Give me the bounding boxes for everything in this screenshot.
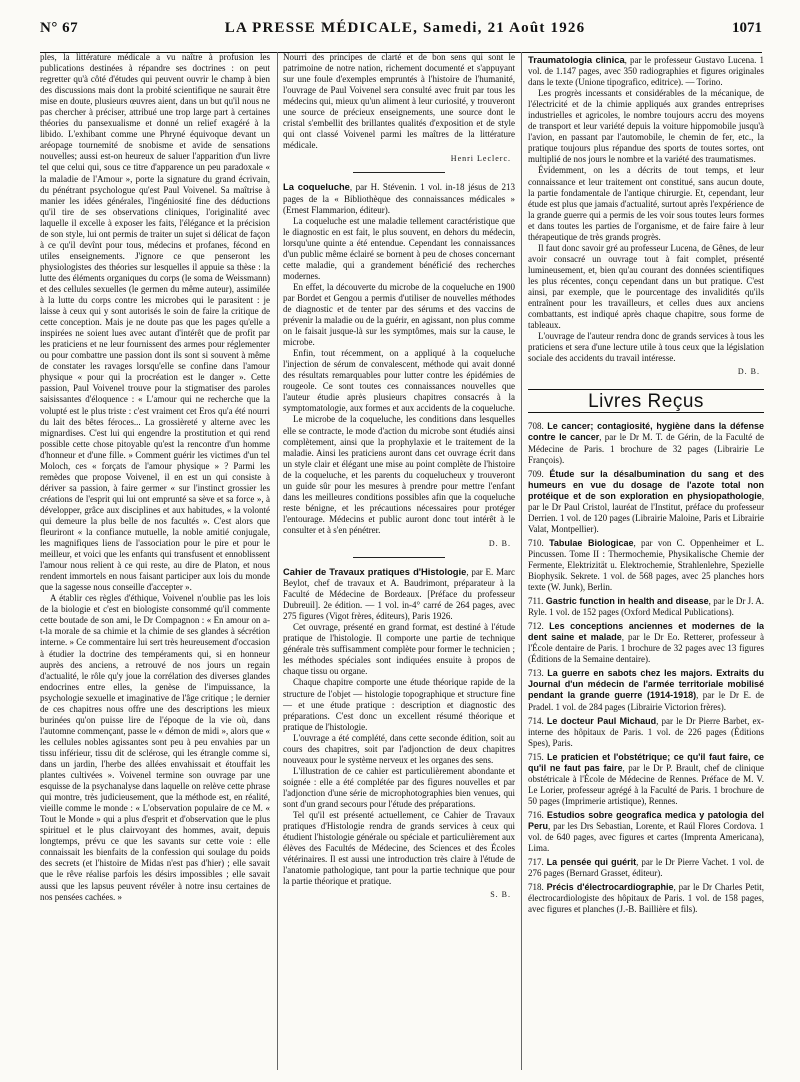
book-entry bbox=[528, 716, 764, 749]
article-paragraph: A établir ces règles d'éthique, Voivenel n'oublie pas les lois de la biologie et c'est en biologiste consommé qu'il commente cette boutade de son ami, le Dr Compagnon : « En amour on a-t-la morale de sa chimie et la chimie de ses glandes à sécrétion interne. » Ce commentaire lui sert très heureusement d'occasion à étudier la doctrine des tempéraments qui, si en honneur auprès des anciens, a retrouvé de nos jours un regain d'actualité, le rôle qu'y joue la corrélation des diverses glandes endocrines entre elles, la genèse de l'impuissance, la psychologie sexuelle et imaginative de l'âge critique ; le dernier de ces chapitres nous offre une des descriptions les mieux burinées qu'on puisse lire de l'époque de la vie où, dans l'automne commençant, passe le « démon de midi », alors que « les cellules nobles agissantes sont peu à peu envahies par un tissu inférieur, tissu dit de sclérose, qui les étrangle comme si, dans un jardin, l'herbe des allées envahissait et étouffait les plantes cultivées ». Voivenel termine son ouvrage par une esquisse de la psychanalyse dans laquelle on relève cette phrase qui montre, très judicieusement, que la méthode est, en réalité, vieille comme le monde : « L'observation populaire de ce M. « Tout le Monde » qui a plus d'esprit et d'observation que le plus spirituel et le plus clairvoyant des hommes, avait, depuis longtemps, prévu ce que les savants sur cette voie : elle connaissait les bienfaits de la confession qui soulage du poids des secrets (et l'histoire de Midas n'est pas d'hier) ; elle savait que le rêve réalise parfois les désirs impossibles ; elle savait aussi que les lapsus peuvent révéler à notre insu certaines de nos pensées cachées. » bbox=[40, 593, 270, 902]
book-number: 711. bbox=[528, 596, 544, 607]
book-details: , par le Dr Pierre Vachet. 1 vol. de 276 pages (Bernard Grasset, éditeur). bbox=[528, 857, 764, 879]
issue-number: N° 67 bbox=[40, 20, 79, 36]
review-paragraph: L'ouvrage de l'auteur rendra donc de grands services à tous les praticiens et sera d'une lecture utile à tous ceux que la législation sociale des accidents du travail intéresse. bbox=[528, 331, 764, 364]
divider bbox=[353, 557, 445, 558]
column-right bbox=[528, 52, 764, 1070]
review-byline: , par le professeur Gustavo Lucena. 1 vol. de 1.147 pages, avec 350 radiographies et figures originales dans le texte (Unione tipografico, editrice). — Torino. bbox=[528, 55, 764, 88]
book-entry bbox=[528, 621, 764, 665]
book-title: Le praticien et l'obstétrique; ce qu'il faut faire, ce qu'il ne faut pas faire bbox=[528, 751, 764, 773]
book-entry bbox=[528, 810, 764, 854]
section-title: Livres Reçus bbox=[528, 389, 764, 413]
review-paragraph: Enfin, tout récemment, on a appliqué à la coqueluche l'injection de sérum de convalescent, méthode qui avait donné des résultats remarquables pour lutter contre les épidémies de rougeole. Ce sont toutes ces connaissances nouvelles que l'auteur étudie après plusieurs chapitres consacrés à la symptomatologie, aux formes et aux accidents de la coqueluche. bbox=[283, 348, 515, 414]
review-heading bbox=[528, 54, 764, 88]
article-paragraph: ples, la littérature médicale a vu naître à profusion les publications destinées à répandre ses doctrines : on peut regretter qu'à côté d'études qui peuvent ouvrir le champ à bien des discussions mais dont la probité scientifique ne saurait être mise en doute, plusieurs œuvres aient, dans un but qu'il nous ne pas chercher à préciser, attribué une trop large part à certaines théories du pansexualisme et donné un relief exagéré à la libido. L'exhibant comme une Phryné équivoque devant un aréopage tournemité de snobisme et avide de sensations nouvelles; aussi est-on heureux de saluer l'apparition d'un livre tel que celui qui, sous ce titre d'apparence un peu paradoxale « la maladie de l'Amour », porte la signature du grand écrivain, du pénétrant psychologue qu'est Paul Voivenel. Sa maîtrise à manier les idées générales, l'ingéniosité fine des déductions qu'il tire de ses observations cliniques, l'originalité avec laquelle il excelle à exposer les faits, l'élégance et la précision de son style, lui ont permis de traiter un sujet si délicat de façon à ce qu'il devînt pour tous, médecins et profanes, fécond en utiles enseignements. J'ignore ce que penseront les physiologistes des théories sur lesquelles il appuie sa thèse : la lutte des éléments organiques du corps (le soma de Weissmann) et des cellules sexuelles (le germen du même auteur), assimilée à la lutte du corps contre les microbes qui le parasitent : je laisse à ceux qui y sont autorisés le soin de faire la critique de cette conception. Mais je ne doute pas que les pages qu'elle a inspirées ne soient lues avec autant d'intérêt que de profit par les praticiens et ne leur fournissent des armes pour réglementer ou pour combattre une passion dont ils sont si souvent à même de constater les ravages lorsqu'elle se confine dans l'amour physique « pour qui la procréation est le danger ». Cette passion, Paul Voivenel trouve pour la stigmatiser des paroles saisissantes d'éloquence : « L'amour qui ne recherche que la volupté est le plus triste : c'est vraiment cet Eros qu'a été nourri du lait des bêtes féroces... La grossièreté y alterne avec les mignardises. C'est lui qui engendre la prostitution et qui rend possible cette chose pitoyable qu'est la rencontre d'un homme d'honneur et d'une fille. » Comment guérir les victimes d'un tel Moloch, ces « forçats de l'amour physique » ? Parmi les remèdes que propose Voivenel, il en est un qui consiste à dériver sa passion, à faire germer « sur l'instinct grossier les créations de l'esprit qui lui ont emprunté sa sève et sa force », à développer, grâce aux disciplines et aux habitudes, « la volonté qui demeure la plus belle de nos facultés ». C'est alors que fleuriront « la confiance mutuelle, la noble amitié conjugale, les magnifiques liens de l'association pour le pire et pour le meilleur, et voici que les enfants qui transfusent et ennoblissent l'amour nous relient à ce qui reste, au dire de Platon, et nous rendent immortels en nous faisant participer aux lois du monde que la sagesse nous conseille d'accepter ». bbox=[40, 52, 270, 593]
book-number: 713. bbox=[528, 668, 544, 679]
book-entry bbox=[528, 469, 764, 535]
review-paragraph: L'illustration de ce cahier est particulièrement abondante et soignée : elle a été complétée par des figures nouvelles et par l'adjonction d'une série de microphotographies bien venues, qui sont d'un grand secours pour l'étude des préparations. bbox=[283, 765, 515, 809]
book-number: 712. bbox=[528, 621, 544, 632]
article-paragraph: Nourri des principes de clarté et de bon sens qui sont le patrimoine de notre nation, richement documenté et s'appuyant sur une foule d'exemples empruntés à l'histoire de l'humanité, l'ouvrage de Paul Voivenel sera consulté avec fruit par tous les médecins qui, mieux qu'un aliment à leur curiosité, y trouveront une source de précieux enseignements, une source dont le cristal s'embellit des brillantes qualités d'exposition et de style qui ont classé Voivenel parmi les maîtres de la littérature médicale. bbox=[283, 52, 515, 151]
book-title: Estudios sobre geografica medica y patologia del Peru bbox=[528, 809, 764, 831]
review-byline: , par H. Stévenin. 1 vol. in-18 jésus de 213 pages de la « Bibliothèque des connaissances médicales » (Ernest Flammarion, éditeur). bbox=[283, 182, 515, 215]
book-number: 718. bbox=[528, 882, 544, 893]
book-number: 715. bbox=[528, 751, 544, 762]
review-paragraph: Chaque chapitre comporte une étude théorique rapide de la structure de l'objet — histologie topographique et structure fine — et une étude pratique : description et diagnostic des préparations. C'est donc un excellent résumé théorique et pratique de l'histologie. bbox=[283, 677, 515, 732]
book-title: La guerre en sabots chez les majors. Extraits du Journal d'un médecin de l'armée territoriale mobilisé pendant la grande guerre (1914-1918) bbox=[528, 668, 764, 701]
book-title: Gastric function in health and disease bbox=[545, 596, 709, 607]
books-received-list bbox=[528, 421, 764, 915]
book-details: , par le Dr Eo. Retterer, professeur à l'École dentaire de Paris. 1 brochure de 32 pages avec 13 figures (Éditions de la Semaine dentaire). bbox=[528, 632, 764, 665]
review-paragraph: Tel qu'il est présenté actuellement, ce Cahier de Travaux pratiques d'Histologie rendra de grands services à ceux qui étudient l'histologie générale ou spéciale et particulièrement aux élèves des Facultés de Médecine, des Sciences et des Écoles vétérinaires. Il est aussi une introduction très claire à l'étude de l'anatomie pathologique, tant pour la partie technique que pour la partie théorique et pratique. bbox=[283, 810, 515, 887]
review-signature: D. B. bbox=[737, 367, 760, 377]
book-entry bbox=[528, 752, 764, 807]
book-details: , par le Dr Pierre Barbet, ex-interne des hôpitaux de Paris. 1 vol. de 226 pages (Éditions Spes), Paris. bbox=[528, 715, 764, 748]
book-title: Les conceptions anciennes et modernes de la dent saine et malade bbox=[528, 621, 764, 643]
review-paragraph: En effet, la découverte du microbe de la coqueluche en 1900 par Bordet et Gengou a permis d'utiliser de nouvelles méthodes de diagnostic et de tenter par des sérums et des vaccins de prévenir la maladie ou de la guérir, en agissant, non plus comme on le faisait jusque-là sur les symptômes, mais sur la cause, le microbe. bbox=[283, 281, 515, 348]
review-title: La coqueluche bbox=[283, 181, 350, 193]
book-number: 709. bbox=[528, 468, 544, 479]
page-header bbox=[40, 20, 762, 53]
book-number: 716. bbox=[528, 809, 544, 820]
book-number: 708. bbox=[528, 421, 544, 432]
book-title: La pensée qui guérit bbox=[546, 857, 637, 868]
book-title: Étude sur la désalbumination du sang et des humeurs en vue du dosage de l'azote total non protéique et de son exploration en physiopathologie bbox=[528, 468, 764, 501]
review-title: Traumatologia clinica bbox=[528, 54, 625, 65]
review-signature: D. B. bbox=[488, 538, 511, 548]
divider bbox=[353, 172, 445, 173]
column-rule bbox=[521, 52, 522, 1070]
book-number: 717. bbox=[528, 857, 544, 868]
book-number: 714. bbox=[528, 715, 544, 726]
journal-title: LA PRESSE MÉDICALE, Samedi, 21 Août 1926 bbox=[224, 20, 586, 36]
article-signature: Henri Leclerc. bbox=[450, 154, 511, 164]
book-details: , par le Dr Charles Petit, électrocardiologiste des hôpitaux de Paris. 1 vol. de 158 pages, avec figures et planches (J.-B. Baillière et fils). bbox=[528, 882, 764, 915]
review-title: Cahier de Travaux pratiques d'Histologie bbox=[283, 566, 467, 578]
column-rule bbox=[277, 52, 278, 1070]
review-paragraph: Le microbe de la coqueluche, les conditions dans lesquelles elle se contracte, le mode d'action du microbe sont étudiés ainsi complètement, ainsi que la prophylaxie et le traitement de la maladie. Ainsi les praticiens auront dans cet ouvrage écrit dans un style clair et élégant une mise au point complète de l'histoire de la coqueluche, et les parents du coquelucheux y trouveront un guide sûr pour les mesures à prendre pour mettre l'enfant dans les meilleures conditions possibles afin que la coqueluche reste bénigne, et les précautions nécessaires pour protéger l'entourage. Médecins et public auront donc tout intérêt à le consulter et à s'en pénétrer. bbox=[283, 414, 515, 535]
review-paragraph: Cet ouvrage, présenté en grand format, est destiné à l'étude pratique de l'histologie. Il comporte une partie de technique générale très suffisamment complète pour former le technicien ; les méthodes spéciales sont indiquées ensuite à propos de chaque tissu ou organe. bbox=[283, 622, 515, 677]
review-paragraph: Il faut donc savoir gré au professeur Lucena, de Gênes, de leur avoir consacré un ouvrage tout à fait complet, présenté lumineusement, et, bien qu'au courant des données scientifiques les plus récentes, conçu cependant dans un but pratique. C'est ainsi, par exemple, que le pourcentage des invalidités qu'ils entraînent pour les travailleurs, et celles dues aux anciens combattants, est indiqué après chaque chapitre, sous forme de tableaux. bbox=[528, 242, 764, 331]
book-details: , par le Dr J. A. Ryle. 1 vol. de 152 pages (Oxford Medical Publications). bbox=[528, 596, 764, 618]
column-middle bbox=[283, 52, 515, 1070]
book-entry bbox=[528, 857, 764, 879]
book-details: , par les Drs Sebastian, Lorente, et Raúl Flores Cordova. 1 vol. de 640 pages, avec figures et cartes (Imprenta Americana), Lima. bbox=[528, 821, 764, 854]
book-title: Tabulae Biologicae bbox=[549, 537, 634, 548]
book-entry bbox=[528, 596, 764, 618]
book-details: , par le Dr P. Brault, chef de clinique obstétricale à l'École de Médecine de Rennes. Préface de M. V. Le Lorier, professeur agrégé à la Faculté de Paris. 1 brochure de 50 pages (Imprimerie artistique), Rennes. bbox=[528, 762, 764, 806]
book-entry bbox=[528, 538, 764, 593]
book-title: Précis d'électrocardiographie bbox=[546, 882, 674, 893]
book-details: , par le Dr M. T. de Gérin, de la Faculté de Médecine de Paris. 1 brochure de 32 pages (Librairie Le François). bbox=[528, 432, 764, 465]
column-left bbox=[40, 52, 270, 1070]
review-heading bbox=[283, 566, 515, 622]
book-number: 710. bbox=[528, 537, 544, 548]
review-paragraph: L'ouvrage a été complété, dans cette seconde édition, soit au cours des chapitres, soit par l'adjonction de deux chapitres nouveaux pour le système nerveux et les organes des sens. bbox=[283, 732, 515, 765]
review-paragraph: La coqueluche est une maladie tellement caractéristique que le diagnostic en est fait, le plus souvent, en dehors du médecin, lorsqu'une quinte a été entendue. Cependant les connaissances d'un public même éclairé se bornent à peu de choses concernant cette maladie, qui a grandement bénéficié des recherches modernes. bbox=[283, 215, 515, 281]
book-details: , par le Dr E. de Pradel. 1 vol. de 284 pages (Librairie Victorion frères). bbox=[528, 690, 764, 712]
book-entry bbox=[528, 668, 764, 712]
book-title: Le docteur Paul Michaud bbox=[546, 715, 657, 726]
review-byline: , par E. Marc Beylot, chef de travaux et A. Baudrimont, préparateur à la Faculté de Médecine de Bordeaux. [Préface du professeur Dubreuil]. 2e édition. — 1 vol. in-4° carré de 264 pages, avec 275 figures (Vigot frères, éditeurs), Paris 1926. bbox=[283, 567, 515, 622]
book-entry bbox=[528, 882, 764, 915]
book-title: Le cancer; contagiosité, hygiène dans la défense contre le cancer bbox=[528, 421, 764, 443]
review-paragraph: Les progrès incessants et considérables de la mécanique, de l'électricité et de la chimie appliqués aux grandes entreprises industrielles et agricoles, le nombre toujours accru des moyens de transport et leur variété depuis la voiture hippomobile jusqu'à l'avion, en passant par l'automobile, le chemin de fer, etc., la pratique toujours plus répandue des sports de toutes sortes, ont multiplié de nos jours le nombre et la variété des traumatismes. bbox=[528, 88, 764, 165]
book-entry bbox=[528, 421, 764, 465]
review-paragraph: Évidemment, on les a décrits de tout temps, et leur connaissance et leur traitement ont constitué, sans aucun doute, la partie fondamentale de l'antique chirurgie. Et, cependant, leur étude est plus que jamais d'actualité, surtout après l'expérience de la grande guerre qui a permis de les voir sous toutes leurs formes et dans toutes les parties de l'organisme, et de faire faire à leur thérapeutique de très grands progrès. bbox=[528, 165, 764, 242]
review-signature: S. B. bbox=[490, 890, 511, 900]
book-details: , par von C. Oppenheimer et L. Pincussen. Tome II : Thermochemie, Physikalische Chemie der Fermente, Elektrizität u. Elektrochemie, Strahlenlehre, Spezielle Biophysik. Sekrete. 1 vol. de 568 pages, avec 25 planches hors texte (W. Junk), Berlin. bbox=[528, 537, 764, 593]
review-heading bbox=[283, 181, 515, 215]
book-details: , par le Dr Paul Cristol, lauréat de l'Institut, préface du professeur Derrien. 1 vol. de 120 pages (Librairie Maloine, Paris et Librairie Valat, Montpellier). bbox=[528, 490, 764, 534]
page-number: 1071 bbox=[732, 20, 762, 36]
